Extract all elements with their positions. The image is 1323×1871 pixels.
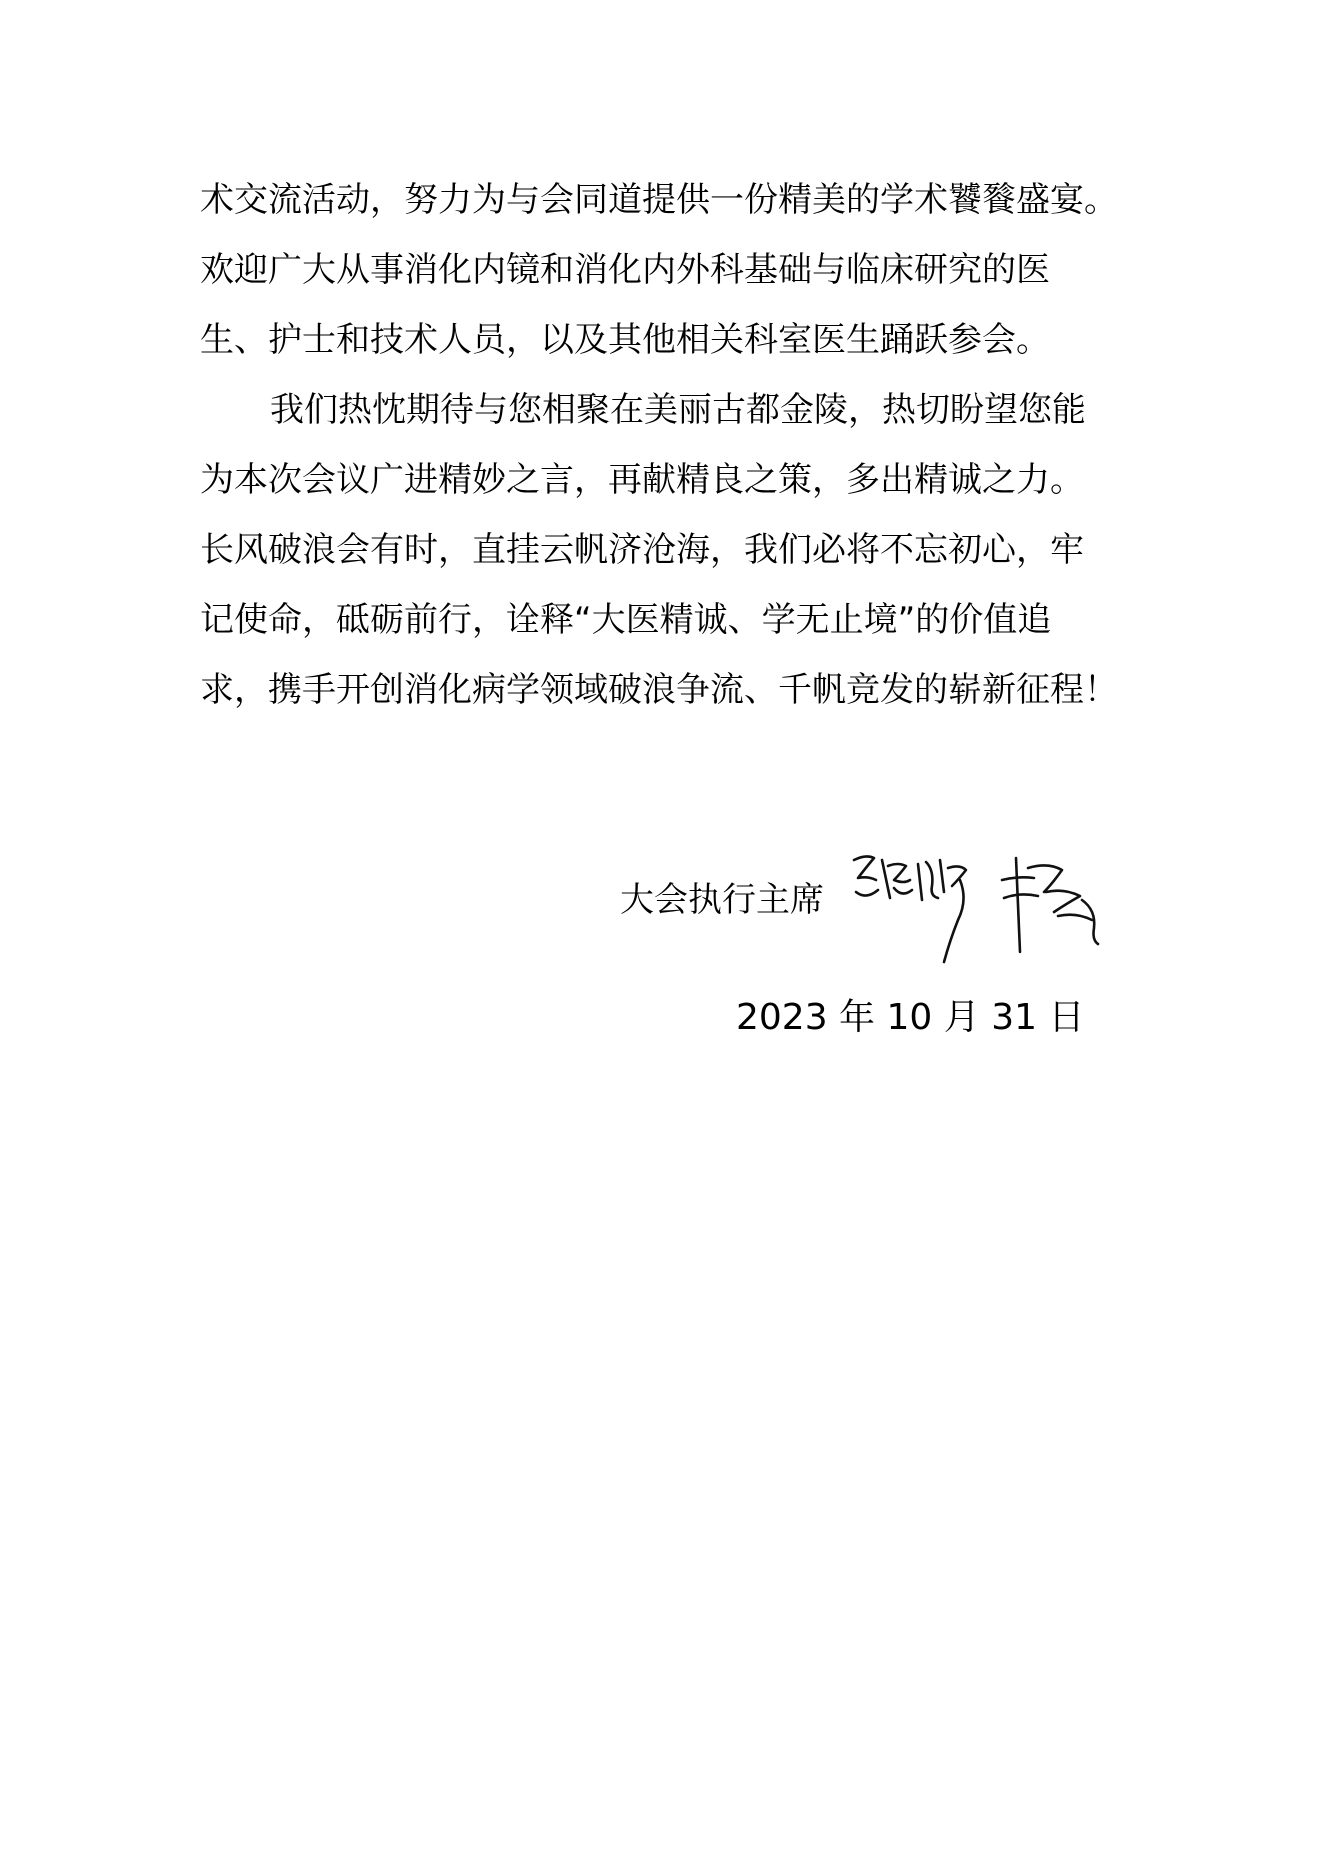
signature-block: [620, 840, 1140, 970]
letter-body: [200, 165, 1140, 725]
paragraph-2: [200, 375, 1140, 725]
paragraph-2-line-3: 长风破浪会有时，直挂云帆济沧海，我们必将不忘初心，牢: [200, 530, 1084, 570]
handwritten-signature: [848, 840, 1133, 970]
paragraph-1-line-3: 生、护士和技术人员，以及其他相关科室医生踊跃参会。: [200, 320, 1050, 360]
paragraph-1: [200, 165, 1140, 375]
paragraph-2-line-1: 我们热忱期待与您相聚在美丽古都金陵，热切盼望您能: [270, 390, 1086, 430]
paragraph-2-line-4: 记使命，砥砺前行，诠释“大医精诚、学无止境”的价值追: [200, 600, 1052, 640]
signature-date: 2023 年 10 月 31 日: [736, 997, 1085, 1038]
paragraph-2-line-2: 为本次会议广进精妙之言，再献精良之策，多出精诚之力。: [200, 460, 1084, 500]
signature-role: 大会执行主席: [620, 880, 824, 920]
paragraph-2-line-5: 求，携手开创消化病学领域破浪争流、千帆竞发的崭新征程！: [200, 670, 1118, 710]
paragraph-1-line-2: 欢迎广大从事消化内镜和消化内外科基础与临床研究的医: [200, 250, 1050, 290]
paragraph-1-line-1: 术交流活动，努力为与会同道提供一份精美的学术饕餮盛宴。: [200, 180, 1118, 220]
